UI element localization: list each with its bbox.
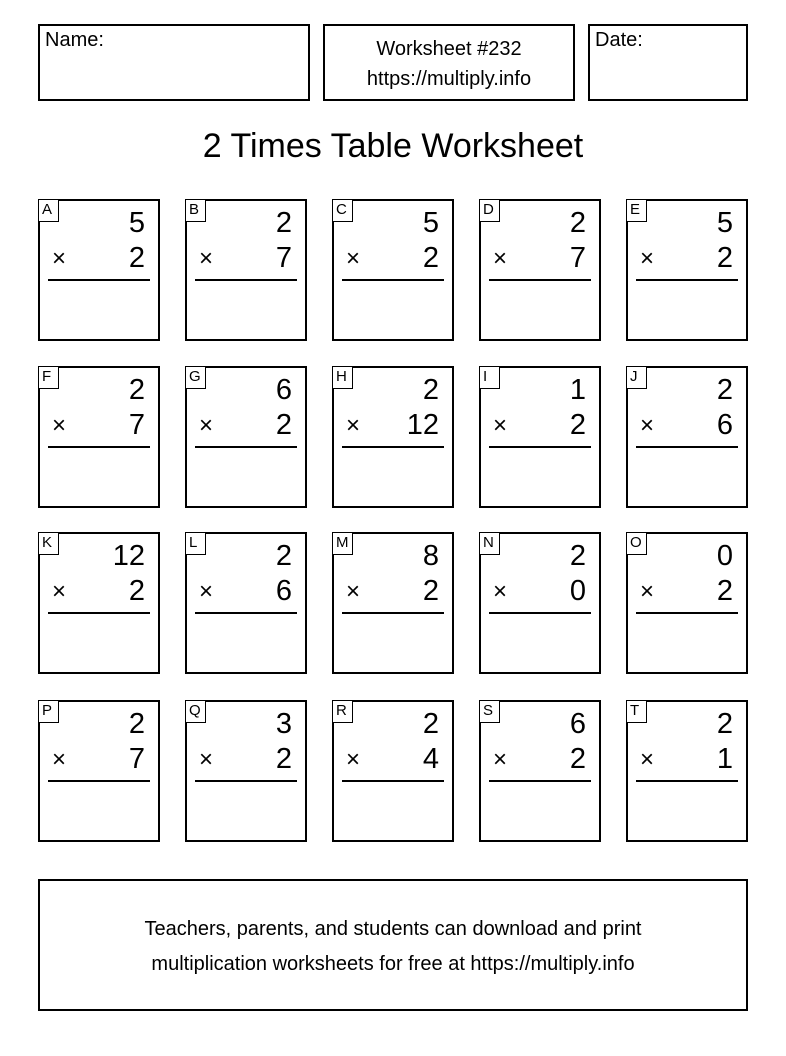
problem-bottom-number: 2	[716, 575, 733, 607]
worksheet-url: https://multiply.info	[366, 68, 532, 90]
answer-line	[48, 612, 150, 614]
footer-line-1: Teachers, parents, and students can download and print	[144, 918, 642, 940]
problem-letter: J	[626, 366, 647, 389]
problem-bottom-number: 2	[569, 409, 586, 441]
multiply-sign: ×	[346, 412, 361, 439]
multiply-sign: ×	[52, 746, 67, 773]
problem-card[interactable]	[185, 700, 307, 842]
problem-top-number: 2	[275, 207, 292, 239]
problem-top-number: 2	[716, 374, 733, 406]
answer-line	[195, 612, 297, 614]
problem-letter: H	[332, 366, 353, 389]
answer-line	[489, 780, 591, 782]
problem-card[interactable]	[38, 700, 160, 842]
problem-card[interactable]	[332, 532, 454, 674]
problem-top-number: 5	[422, 207, 439, 239]
problem-bottom-number: 2	[275, 743, 292, 775]
problem-card[interactable]	[332, 199, 454, 341]
problem-top-number: 5	[716, 207, 733, 239]
problem-bottom-number: 1	[716, 743, 733, 775]
multiply-sign: ×	[640, 578, 655, 605]
problem-letter: B	[185, 199, 206, 222]
page-title: 2 Times Table Worksheet	[202, 127, 584, 165]
problem-letter: L	[185, 532, 206, 555]
problem-top-number: 8	[422, 540, 439, 572]
answer-line	[195, 279, 297, 281]
problem-bottom-number: 7	[569, 242, 586, 274]
answer-line	[195, 780, 297, 782]
answer-line	[342, 780, 444, 782]
answer-line	[636, 780, 738, 782]
problem-card[interactable]	[479, 532, 601, 674]
multiply-sign: ×	[199, 412, 214, 439]
multiply-sign: ×	[346, 746, 361, 773]
answer-line	[342, 279, 444, 281]
problem-top-number: 2	[716, 708, 733, 740]
problem-card[interactable]	[38, 366, 160, 508]
problem-card[interactable]	[185, 366, 307, 508]
name-label: Name:	[45, 29, 104, 51]
problem-top-number: 1	[569, 374, 586, 406]
problem-letter: D	[479, 199, 500, 222]
answer-line	[48, 780, 150, 782]
problem-bottom-number: 4	[422, 743, 439, 775]
problem-top-number: 6	[275, 374, 292, 406]
problem-bottom-number: 12	[406, 409, 439, 441]
problem-card[interactable]	[38, 199, 160, 341]
problem-top-number: 12	[112, 540, 145, 572]
answer-line	[195, 446, 297, 448]
problem-bottom-number: 2	[422, 575, 439, 607]
problem-bottom-number: 6	[275, 575, 292, 607]
multiply-sign: ×	[640, 245, 655, 272]
problem-letter: C	[332, 199, 353, 222]
answer-line	[489, 279, 591, 281]
worksheet-number: Worksheet #232	[376, 38, 522, 60]
multiply-sign: ×	[346, 245, 361, 272]
problem-card[interactable]	[185, 532, 307, 674]
problem-card[interactable]	[479, 366, 601, 508]
problem-top-number: 6	[569, 708, 586, 740]
problem-letter: G	[185, 366, 206, 389]
problem-bottom-number: 7	[128, 409, 145, 441]
problem-top-number: 5	[128, 207, 145, 239]
problem-letter: K	[38, 532, 59, 555]
worksheet-info-box	[323, 24, 575, 101]
multiply-sign: ×	[493, 578, 508, 605]
multiply-sign: ×	[199, 578, 214, 605]
answer-line	[48, 279, 150, 281]
problem-top-number: 2	[422, 374, 439, 406]
answer-line	[636, 279, 738, 281]
answer-line	[342, 446, 444, 448]
date-label: Date:	[595, 29, 643, 51]
problem-bottom-number: 2	[128, 575, 145, 607]
problem-letter: I	[479, 366, 500, 389]
multiply-sign: ×	[640, 412, 655, 439]
problem-card[interactable]	[38, 532, 160, 674]
problem-top-number: 2	[275, 540, 292, 572]
problem-letter: Q	[185, 700, 206, 723]
footer-box	[38, 879, 748, 1011]
answer-line	[48, 446, 150, 448]
problem-bottom-number: 0	[569, 575, 586, 607]
problem-letter: M	[332, 532, 353, 555]
problem-bottom-number: 7	[128, 743, 145, 775]
problem-top-number: 2	[569, 207, 586, 239]
multiply-sign: ×	[640, 746, 655, 773]
problem-letter: R	[332, 700, 353, 723]
problem-letter: P	[38, 700, 59, 723]
problem-letter: E	[626, 199, 647, 222]
multiply-sign: ×	[493, 412, 508, 439]
date-field[interactable]	[588, 24, 748, 101]
multiply-sign: ×	[493, 746, 508, 773]
answer-line	[636, 612, 738, 614]
name-field[interactable]	[38, 24, 310, 101]
problem-letter: A	[38, 199, 59, 222]
answer-line	[489, 446, 591, 448]
multiply-sign: ×	[52, 578, 67, 605]
problem-letter: F	[38, 366, 59, 389]
problem-card[interactable]	[626, 366, 748, 508]
problem-top-number: 0	[716, 540, 733, 572]
problem-card[interactable]	[332, 366, 454, 508]
answer-line	[489, 612, 591, 614]
problem-letter: N	[479, 532, 500, 555]
problem-top-number: 2	[128, 374, 145, 406]
problem-bottom-number: 6	[716, 409, 733, 441]
problem-top-number: 3	[275, 708, 292, 740]
problem-card[interactable]	[185, 199, 307, 341]
problem-bottom-number: 2	[275, 409, 292, 441]
problem-letter: T	[626, 700, 647, 723]
problem-top-number: 2	[422, 708, 439, 740]
problem-card[interactable]	[332, 700, 454, 842]
multiply-sign: ×	[493, 245, 508, 272]
problem-card[interactable]	[479, 700, 601, 842]
answer-line	[342, 612, 444, 614]
problem-card[interactable]	[626, 199, 748, 341]
multiply-sign: ×	[199, 746, 214, 773]
problem-card[interactable]	[626, 532, 748, 674]
answer-line	[636, 446, 738, 448]
problem-card[interactable]	[626, 700, 748, 842]
multiply-sign: ×	[199, 245, 214, 272]
problem-bottom-number: 2	[569, 743, 586, 775]
problem-letter: S	[479, 700, 500, 723]
footer-line-2: multiplication worksheets for free at https://multiply.info	[151, 953, 635, 975]
problem-bottom-number: 2	[716, 242, 733, 274]
problem-letter: O	[626, 532, 647, 555]
multiply-sign: ×	[52, 245, 67, 272]
problem-card[interactable]	[479, 199, 601, 341]
problem-top-number: 2	[128, 708, 145, 740]
multiply-sign: ×	[346, 578, 361, 605]
problem-top-number: 2	[569, 540, 586, 572]
multiply-sign: ×	[52, 412, 67, 439]
problem-bottom-number: 2	[422, 242, 439, 274]
problem-bottom-number: 7	[275, 242, 292, 274]
problem-bottom-number: 2	[128, 242, 145, 274]
